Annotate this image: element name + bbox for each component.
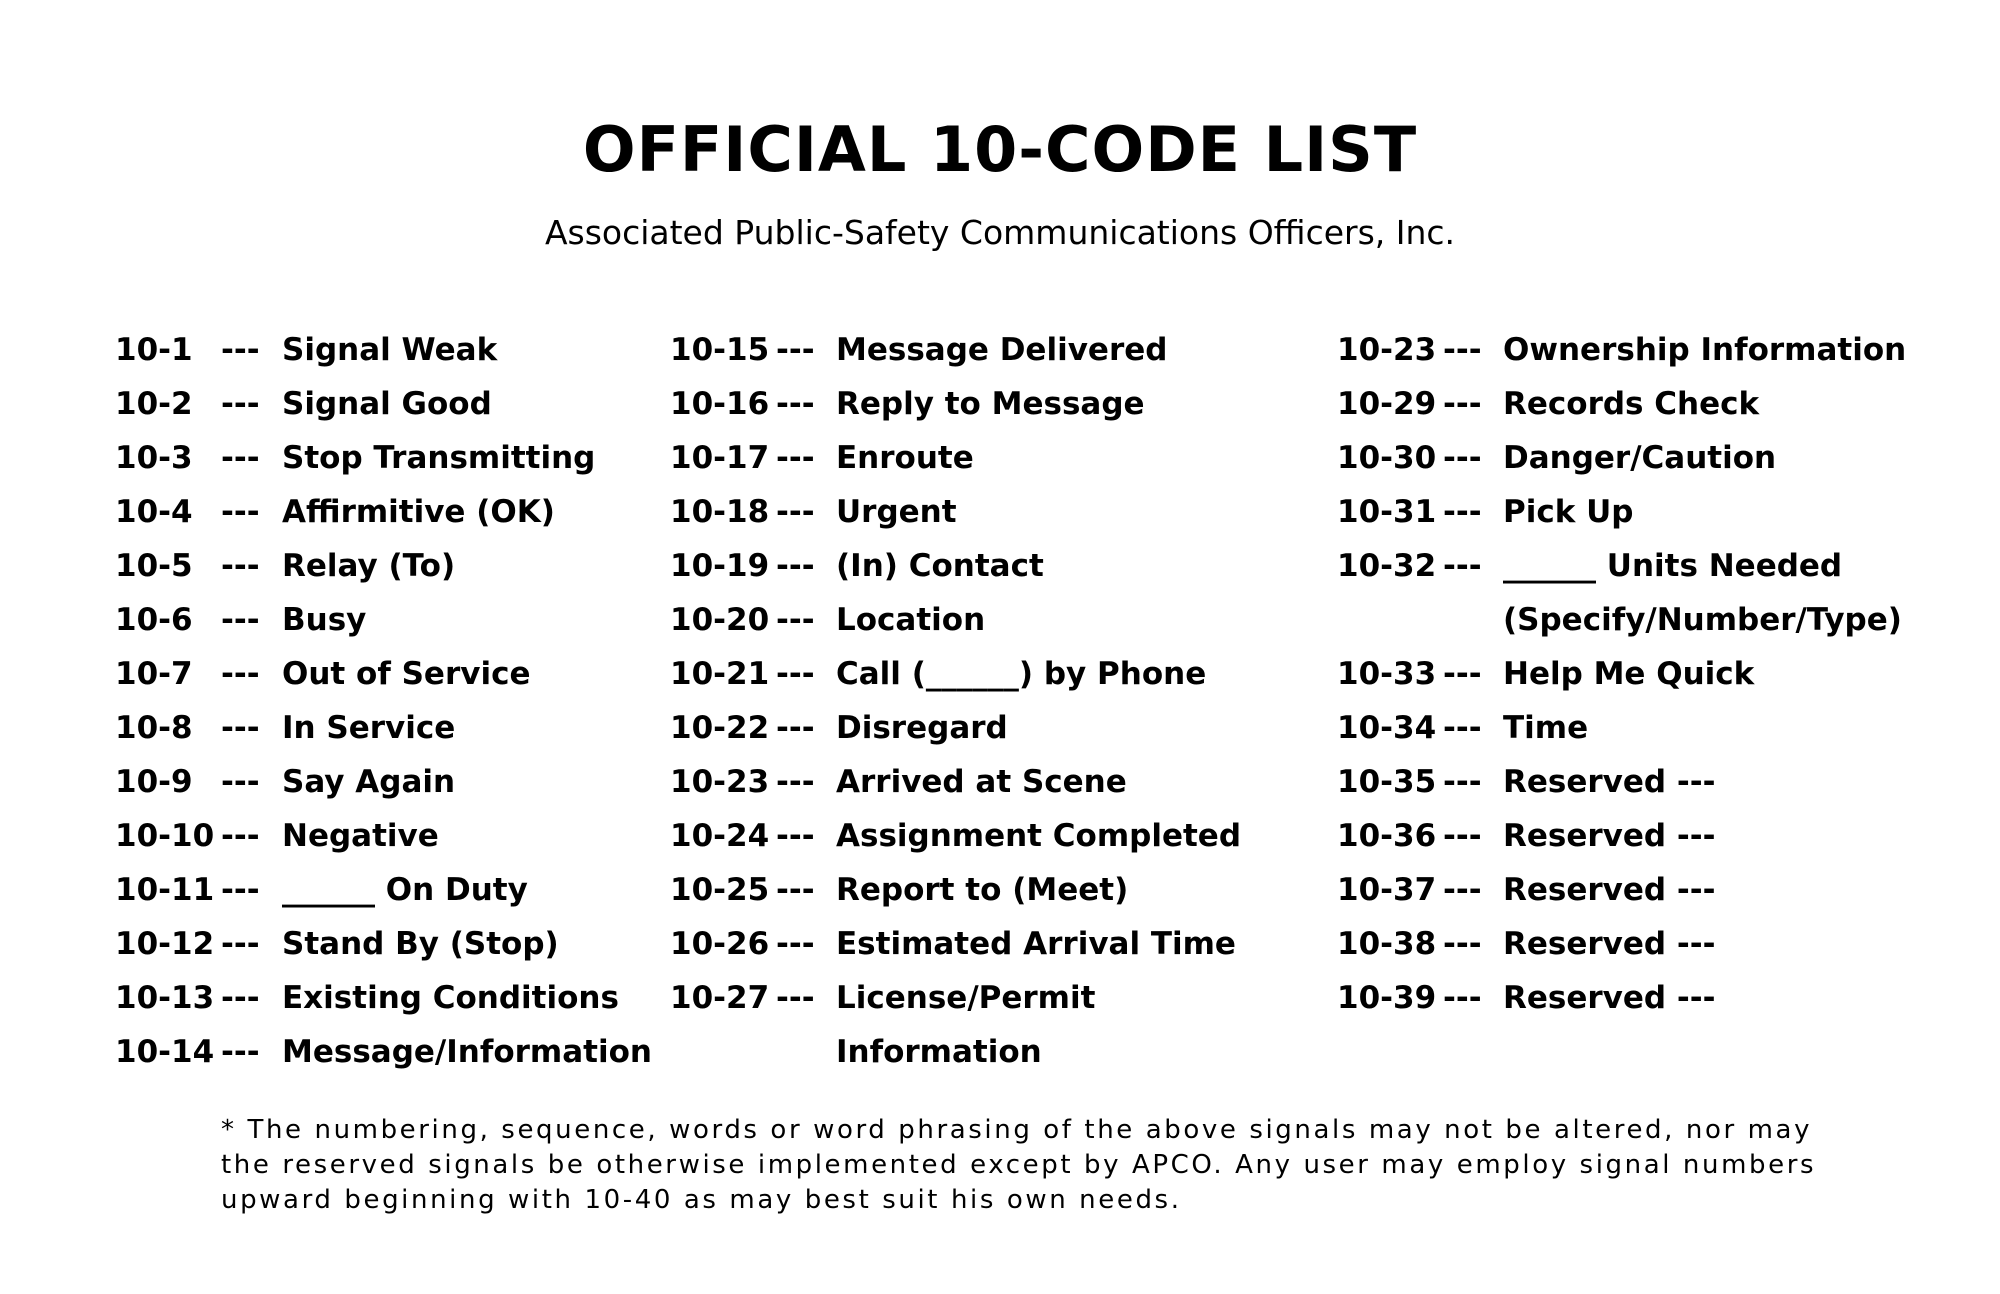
code-separator: --- (776, 980, 815, 1016)
code-separator: --- (221, 818, 260, 854)
code-separator: --- (221, 440, 260, 476)
code-separator: --- (1443, 440, 1482, 476)
code-number: 10-4 (115, 494, 193, 530)
code-number: 10-23 (1337, 332, 1437, 368)
code-number: 10-23 (670, 764, 770, 800)
organization-subtitle: Associated Public-Safety Communications Officers, Inc. (544, 213, 1456, 252)
code-number: 10-19 (670, 548, 770, 584)
code-meaning: Signal Good (282, 386, 492, 422)
code-meaning: (Specify/Number/Type) (1503, 602, 1902, 638)
code-separator: --- (1443, 764, 1482, 800)
code-number: 10-11 (115, 872, 215, 908)
code-number: 10-29 (1337, 386, 1437, 422)
code-meaning: Enroute (836, 440, 974, 476)
code-number: 10-18 (670, 494, 770, 530)
code-meaning: Busy (282, 602, 367, 638)
code-number: 10-7 (115, 656, 193, 692)
code-meaning: Assignment Completed (836, 818, 1242, 854)
code-number: 10-21 (670, 656, 770, 692)
code-number: 10-2 (115, 386, 193, 422)
code-meaning: Existing Conditions (282, 980, 619, 1016)
code-number: 10-30 (1337, 440, 1437, 476)
code-separator: --- (221, 710, 260, 746)
code-meaning: Estimated Arrival Time (836, 926, 1236, 962)
code-meaning: Pick Up (1503, 494, 1634, 530)
code-separator: --- (1443, 926, 1482, 962)
code-separator: --- (1443, 818, 1482, 854)
code-meaning: Affirmitive (OK) (282, 494, 555, 530)
code-meaning: Message/Information (282, 1034, 652, 1070)
code-separator: --- (221, 494, 260, 530)
code-number: 10-3 (115, 440, 193, 476)
code-meaning: Stand By (Stop) (282, 926, 559, 962)
code-separator: --- (776, 332, 815, 368)
code-meaning: License/Permit (836, 980, 1096, 1016)
code-separator: --- (776, 386, 815, 422)
code-separator: --- (776, 656, 815, 692)
code-meaning: Arrived at Scene (836, 764, 1127, 800)
code-meaning: Signal Weak (282, 332, 498, 368)
code-separator: --- (1443, 980, 1482, 1016)
code-meaning: Out of Service (282, 656, 531, 692)
code-number: 10-24 (670, 818, 770, 854)
code-meaning: ______ Units Needed (1503, 548, 1843, 584)
code-meaning: Danger/Caution (1503, 440, 1777, 476)
code-meaning: Information (836, 1034, 1042, 1070)
code-separator: --- (1443, 386, 1482, 422)
code-number: 10-33 (1337, 656, 1437, 692)
code-number: 10-8 (115, 710, 193, 746)
code-meaning: Stop Transmitting (282, 440, 596, 476)
code-separator: --- (1443, 494, 1482, 530)
code-meaning: Reserved --- (1503, 872, 1716, 908)
code-separator: --- (221, 980, 260, 1016)
code-meaning: Message Delivered (836, 332, 1168, 368)
code-number: 10-27 (670, 980, 770, 1016)
page-title: OFFICIAL 10-CODE LIST (582, 113, 1418, 186)
code-meaning: Location (836, 602, 986, 638)
code-number: 10-39 (1337, 980, 1437, 1016)
code-meaning: Say Again (282, 764, 456, 800)
code-number: 10-14 (115, 1034, 215, 1070)
code-number: 10-6 (115, 602, 193, 638)
code-separator: --- (776, 440, 815, 476)
code-separator: --- (1443, 872, 1482, 908)
code-number: 10-20 (670, 602, 770, 638)
code-number: 10-35 (1337, 764, 1437, 800)
code-number: 10-26 (670, 926, 770, 962)
code-number: 10-25 (670, 872, 770, 908)
code-separator: --- (221, 764, 260, 800)
code-meaning: In Service (282, 710, 456, 746)
code-meaning: Reserved --- (1503, 764, 1716, 800)
code-number: 10-10 (115, 818, 215, 854)
code-meaning: Help Me Quick (1503, 656, 1755, 692)
code-separator: --- (776, 872, 815, 908)
code-separator: --- (776, 548, 815, 584)
code-separator: --- (221, 602, 260, 638)
code-separator: --- (221, 656, 260, 692)
code-number: 10-5 (115, 548, 193, 584)
code-number: 10-31 (1337, 494, 1437, 530)
code-separator: --- (221, 548, 260, 584)
code-meaning: (In) Contact (836, 548, 1044, 584)
code-separator: --- (221, 332, 260, 368)
code-separator: --- (1443, 656, 1482, 692)
code-meaning: Negative (282, 818, 439, 854)
code-meaning: Urgent (836, 494, 957, 530)
code-meaning: Reserved --- (1503, 980, 1716, 1016)
code-meaning: Reserved --- (1503, 926, 1716, 962)
code-meaning: ______ On Duty (282, 872, 528, 908)
code-number: 10-38 (1337, 926, 1437, 962)
code-separator: --- (776, 818, 815, 854)
code-meaning: Relay (To) (282, 548, 456, 584)
code-number: 10-13 (115, 980, 215, 1016)
code-number: 10-1 (115, 332, 193, 368)
code-separator: --- (221, 386, 260, 422)
code-separator: --- (776, 602, 815, 638)
code-number: 10-15 (670, 332, 770, 368)
code-separator: --- (221, 1034, 260, 1070)
code-meaning: Call (______) by Phone (836, 656, 1207, 692)
code-meaning: Reply to Message (836, 386, 1145, 422)
code-number: 10-34 (1337, 710, 1437, 746)
code-number: 10-9 (115, 764, 193, 800)
code-separator: --- (1443, 332, 1482, 368)
code-meaning: Time (1503, 710, 1589, 746)
code-separator: --- (776, 764, 815, 800)
code-separator: --- (221, 872, 260, 908)
code-separator: --- (776, 494, 815, 530)
code-meaning: Ownership Information (1503, 332, 1907, 368)
code-number: 10-17 (670, 440, 770, 476)
code-separator: --- (1443, 548, 1482, 584)
code-meaning: Reserved --- (1503, 818, 1716, 854)
code-meaning: Disregard (836, 710, 1008, 746)
code-number: 10-12 (115, 926, 215, 962)
code-number: 10-22 (670, 710, 770, 746)
code-separator: --- (221, 926, 260, 962)
footnote: * The numbering, sequence, words or word phrasing of the above signals may not be altered, nor may the reserved signals be otherwise implemented except by APCO. Any user may employ signal numbers upward beginning with 10-40 as may best suit his own needs. (221, 1115, 1817, 1215)
code-number: 10-32 (1337, 548, 1437, 584)
code-meaning: Records Check (1503, 386, 1760, 422)
code-separator: --- (1443, 710, 1482, 746)
code-number: 10-16 (670, 386, 770, 422)
code-number: 10-36 (1337, 818, 1437, 854)
code-separator: --- (776, 926, 815, 962)
code-separator: --- (776, 710, 815, 746)
code-meaning: Report to (Meet) (836, 872, 1129, 908)
code-number: 10-37 (1337, 872, 1437, 908)
